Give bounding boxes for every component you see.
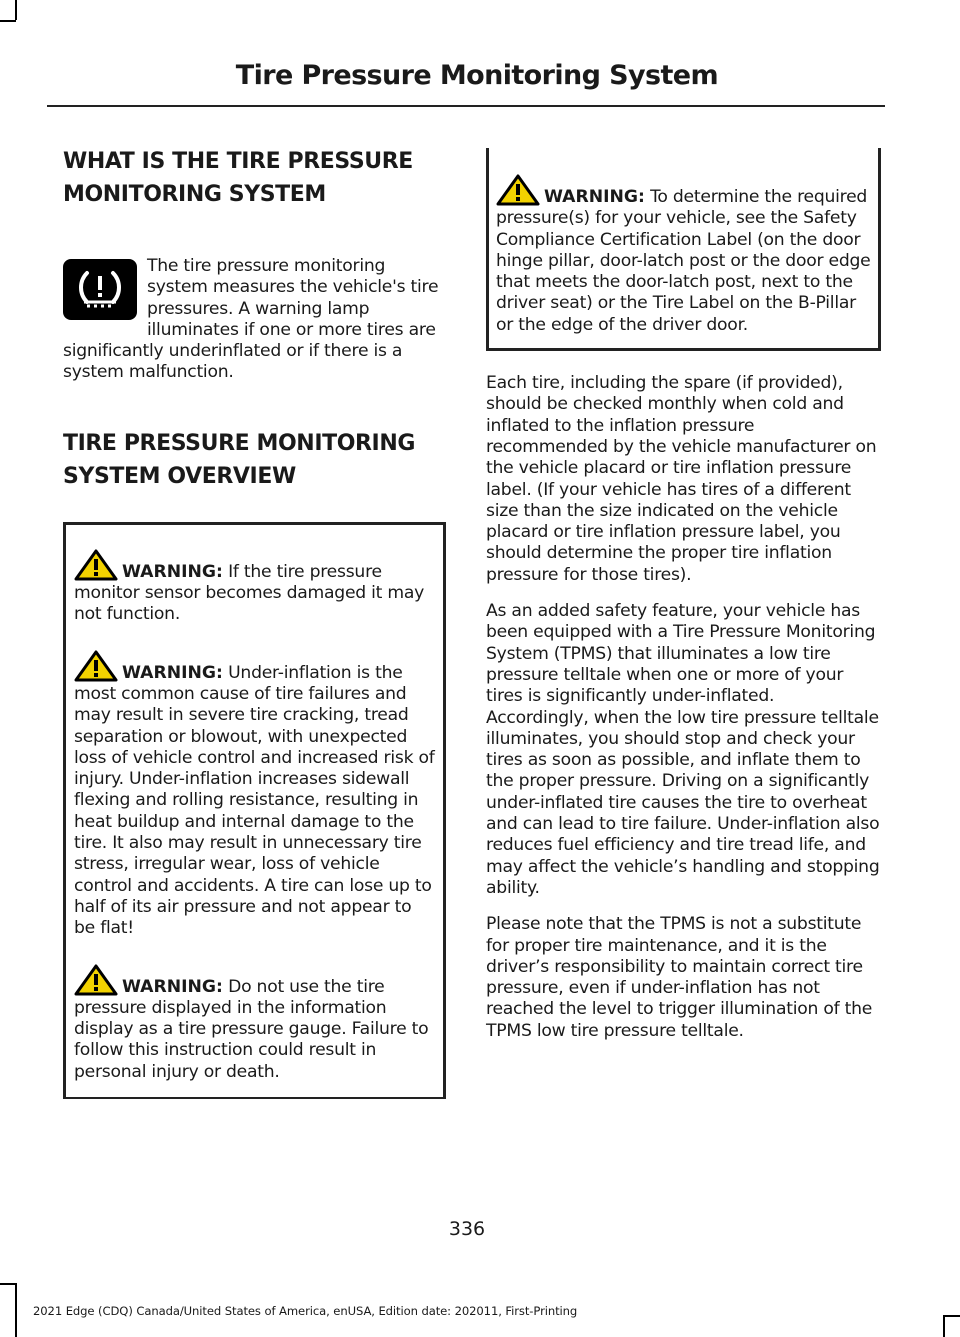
edition-footer: 2021 Edge (CDQ) Canada/United States of America, enUSA, Edition date: 202011, First-Printing: [33, 1304, 578, 1318]
warning-item: [496, 174, 872, 336]
intro-block: [63, 256, 446, 384]
warning-item: [74, 549, 437, 626]
warning-triangle-icon: [74, 650, 118, 682]
section-heading-what-is-tpms: WHAT IS THE TIRE PRESSURE MONITORING SYSTEM: [63, 149, 413, 207]
warning-triangle-icon: [74, 549, 118, 581]
warning-box-top-border: [63, 522, 446, 525]
warning-text: If the tire pressure monitor sensor becomes damaged it may not function.: [74, 561, 425, 625]
right-column: [486, 148, 881, 1042]
warning-label: WARNING:: [122, 976, 223, 997]
body-paragraph: Please note that the TPMS is not a substitute for proper tire maintenance, and it is the driver’s responsibility to maintain correct tire pressure, even if under-inflation has not reached the level to trigger illumination of the TPMS low tire pressure telltale.: [486, 914, 873, 1041]
warning-label: WARNING:: [544, 187, 645, 207]
warning-triangle-icon: [496, 174, 540, 206]
warning-item: [74, 650, 437, 940]
warning-label: WARNING:: [122, 561, 223, 582]
crop-mark: [15, 1283, 17, 1337]
section-heading-tpms-overview: TIRE PRESSURE MONITORING SYSTEM OVERVIEW: [63, 430, 416, 489]
warning-box-right: [486, 148, 881, 351]
body-paragraph: Each tire, including the spare (if provided), should be checked monthly when cold and inflated to the inflation pressure recommended by the vehicle manufacturer on the vehicle placard or tire inflation pressure label. (If your vehicle has tires of a different size than the size indicated on the vehicle placard or tire inflation pressure label, you should determine the proper tire inflation pressure for those tires).: [486, 373, 877, 585]
warning-item: [74, 964, 437, 1083]
warning-box-left: [63, 522, 446, 1099]
header-divider: [47, 105, 885, 107]
warning-text: Under-inflation is the most common cause of tire failures and may result in severe tire cracking, tread separation or blowout, with unexpected loss of vehicle control and increased risk of injury. Under-inflation increases sidewall flexing and rolling resistance, resulting in heat buildup and internal damage to the tire. It also may result in unnecessary tire stress, irregular wear, loss of vehicle control and accidents. A tire can lose up to half of its air pressure and not appear to be flat!: [74, 662, 435, 939]
crop-mark: [0, 20, 16, 22]
warning-triangle-icon: [74, 964, 118, 996]
page-number: 336: [448, 1218, 486, 1240]
page-header-title: Tire Pressure Monitoring System: [235, 60, 718, 91]
body-paragraph: As an added safety feature, your vehicle has been equipped with a Tire Pressure Monitoring System (TPMS) that illuminates a low tire pressure telltale when one or more of your tires is significantly under-inflated. Accordingly, when the low tire pressure telltale illuminates, you should stop and check your tires as soon as possible, and inflate them to the proper pressure. Driving on a significantly under-inflated tire causes the tire to overheat and can lead to tire failure. Under-inflation also reduces fuel efficiency and tire tread life, and may affect the vehicle’s handling and stopping ability.: [486, 601, 880, 898]
crop-mark: [943, 1315, 945, 1337]
intro-text: The tire pressure monitoring system measures the vehicle's tire pressures. A warning lamp illuminates if one or more tires are significantly underinflated or if there is a system malfunction.: [63, 256, 439, 383]
left-column: [63, 145, 446, 1099]
warning-text: To determine the required pressure(s) for your vehicle, see the Safety Compliance Certification Label (on the door hinge pillar, door-latch post or the door edge that meets the door-latch post, next to the driver seat) or the Tire Label on the B-Pillar or the edge of the driver door.: [496, 187, 871, 335]
tire-pressure-warning-icon: [63, 259, 137, 320]
crop-mark: [943, 1315, 960, 1317]
warning-label: WARNING:: [122, 662, 223, 683]
warning-text: Do not use the tire pressure displayed in the information display as a tire pressure gauge. Failure to follow this instruction could result in personal injury or death.: [74, 976, 429, 1082]
crop-mark: [15, 0, 17, 20]
crop-mark: [0, 1283, 16, 1285]
